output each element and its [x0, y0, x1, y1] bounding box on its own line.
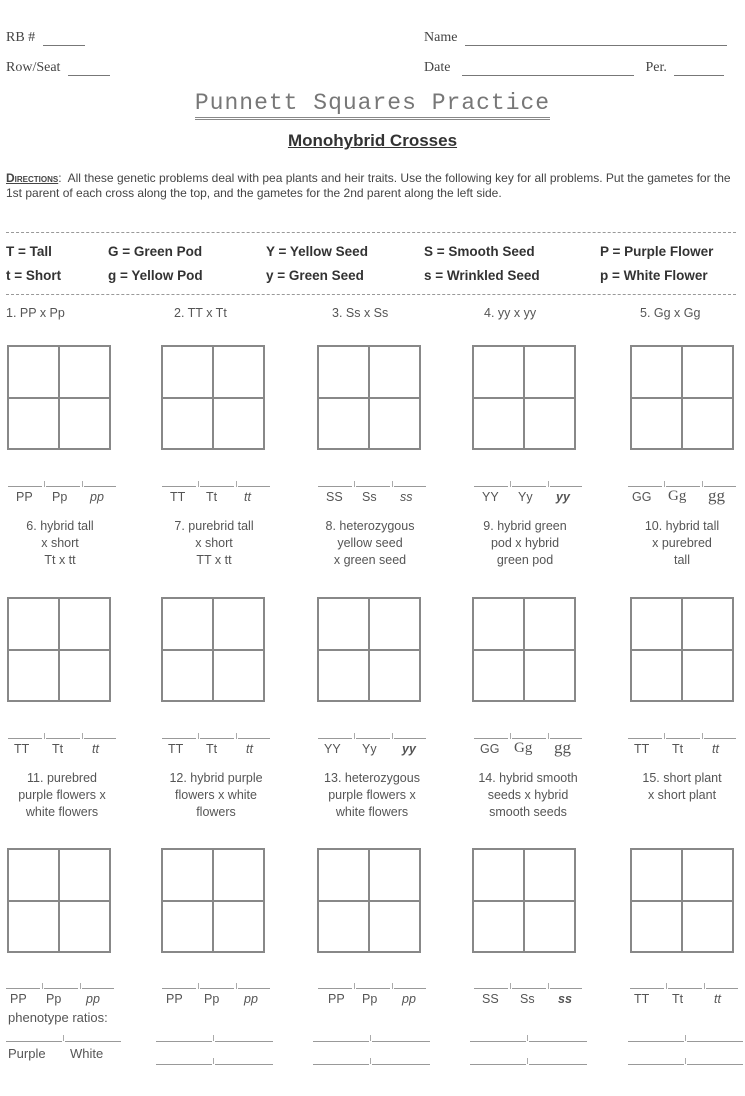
- problem-7-label: 7. purebrid tall x short TT x tt: [174, 519, 254, 567]
- row-seat-blank[interactable]: [68, 61, 110, 76]
- date-label: Date: [424, 60, 451, 75]
- key-yellow-pod: g = Yellow Pod: [108, 268, 203, 283]
- phenotype-blank-11-left[interactable]: [6, 1041, 62, 1042]
- per-label: Per.: [645, 60, 667, 75]
- page-title: Punnett Squares Practice: [0, 90, 745, 116]
- phenotype-blank-14a-right[interactable]: [529, 1041, 587, 1042]
- genotype-ratio-3[interactable]: SS Ss ss: [318, 478, 426, 508]
- phenotype-blank-15a-left[interactable]: [628, 1041, 684, 1042]
- name-label: Name: [424, 30, 458, 45]
- directions: Directions: All these genetic problems deal with pea plants and heir traits. Use the following key for all problems. Put the gametes for the 1st parent of each cross along the top, and the gametes for the 2nd parent along the left side.: [6, 171, 731, 200]
- key-green-pod: G = Green Pod: [108, 244, 203, 259]
- key-purple-flower: P = Purple Flower: [600, 244, 714, 259]
- phenotype-tick: [63, 1035, 64, 1041]
- directions-heading: Directions: [6, 171, 59, 185]
- per-blank[interactable]: [674, 61, 724, 76]
- punnett-square-2[interactable]: [161, 345, 265, 450]
- genotype-ratio-11[interactable]: PP Pp pp: [6, 980, 114, 1010]
- punnett-square-4[interactable]: [472, 345, 576, 450]
- phenotype-ratios-label: phenotype ratios:: [8, 1010, 108, 1025]
- phenotype-blank-12a-right[interactable]: [215, 1041, 273, 1042]
- phenotype-blank-11-right[interactable]: [65, 1041, 121, 1042]
- phenotype-blank-14a-left[interactable]: [470, 1041, 526, 1042]
- problem-15-label: 15. short plant x short plant: [642, 771, 722, 802]
- phenotype-tick: [370, 1035, 371, 1041]
- punnett-square-9[interactable]: [472, 597, 576, 702]
- phenotype-tick: [685, 1035, 686, 1041]
- punnett-square-14[interactable]: [472, 848, 576, 953]
- problem-11-label: 11. purebred purple flowers x white flowers: [18, 771, 106, 819]
- genotype-ratio-2[interactable]: TT Tt tt: [162, 478, 270, 508]
- punnett-square-1[interactable]: [7, 345, 111, 450]
- problem-10-label: 10. hybrid tall x purebred tall: [644, 519, 720, 567]
- punnett-square-8[interactable]: [317, 597, 421, 702]
- genotype-ratio-6[interactable]: TT Tt tt: [8, 730, 116, 760]
- genotype-ratio-9[interactable]: GG Gg gg: [474, 730, 582, 760]
- phenotype-purple-label: Purple: [8, 1046, 46, 1061]
- name-field: [424, 30, 727, 46]
- punnett-square-10[interactable]: [630, 597, 734, 702]
- phenotype-blank-12a-left[interactable]: [156, 1041, 212, 1042]
- problem-5-label: 5. Gg x Gg: [640, 306, 701, 320]
- phenotype-blank-13b-right[interactable]: [372, 1064, 430, 1065]
- phenotype-white-label: White: [70, 1046, 104, 1061]
- row-seat-field: [6, 60, 110, 76]
- phenotype-tick: [370, 1058, 371, 1064]
- rb-label: RB #: [6, 30, 36, 45]
- punnett-square-11[interactable]: [7, 848, 111, 953]
- genotype-ratio-4[interactable]: YY Yy yy: [474, 478, 582, 508]
- date-blank[interactable]: [462, 61, 634, 76]
- punnett-square-15[interactable]: [630, 848, 734, 953]
- phenotype-blank-12b-left[interactable]: [156, 1064, 212, 1065]
- problem-6-label: 6. hybrid tall x short Tt x tt: [26, 519, 94, 567]
- key-green-seed: y = Green Seed: [266, 268, 364, 283]
- key-short: t = Short: [6, 268, 62, 283]
- punnett-square-5[interactable]: [630, 345, 734, 450]
- phenotype-blank-15a-right[interactable]: [687, 1041, 743, 1042]
- phenotype-tick: [527, 1058, 528, 1064]
- name-blank[interactable]: [465, 31, 727, 46]
- phenotype-blank-15b-right[interactable]: [687, 1064, 743, 1065]
- phenotype-blank-13a-right[interactable]: [372, 1041, 430, 1042]
- divider-top: [6, 232, 736, 233]
- phenotype-blank-13b-left[interactable]: [313, 1064, 369, 1065]
- punnett-square-6[interactable]: [7, 597, 111, 702]
- key-wrinkled-seed: s = Wrinkled Seed: [424, 268, 540, 283]
- key-white-flower: p = White Flower: [600, 268, 708, 283]
- phenotype-tick: [213, 1035, 214, 1041]
- phenotype-tick: [213, 1058, 214, 1064]
- genotype-ratio-14[interactable]: SS Ss ss: [474, 980, 582, 1010]
- rb-blank[interactable]: [43, 31, 85, 46]
- genotype-ratio-8[interactable]: YY Yy yy: [318, 730, 426, 760]
- key-smooth-seed: S = Smooth Seed: [424, 244, 535, 259]
- punnett-square-13[interactable]: [317, 848, 421, 953]
- problem-2-label: 2. TT x Tt: [174, 306, 227, 320]
- problem-9-label: 9. hybrid green pod x hybrid green pod: [483, 519, 567, 567]
- key-tall: T = Tall: [6, 244, 52, 259]
- genotype-ratio-7[interactable]: TT Tt tt: [162, 730, 270, 760]
- genotype-ratio-12[interactable]: PP Pp pp: [162, 980, 270, 1010]
- problem-12-label: 12. hybrid purple flowers x white flowers: [169, 771, 263, 819]
- genotype-ratio-1[interactable]: PP Pp pp: [8, 478, 116, 508]
- problem-4-label: 4. yy x yy: [484, 306, 537, 320]
- phenotype-blank-15b-left[interactable]: [628, 1064, 684, 1065]
- punnett-square-7[interactable]: [161, 597, 265, 702]
- key-yellow-seed: Y = Yellow Seed: [266, 244, 368, 259]
- phenotype-tick: [527, 1035, 528, 1041]
- problem-8-label: 8. heterozygous yellow seed x green seed: [325, 519, 415, 567]
- problem-3-label: 3. Ss x Ss: [332, 306, 389, 320]
- phenotype-blank-14b-right[interactable]: [529, 1064, 587, 1065]
- rb-field: [6, 30, 85, 46]
- problem-13-label: 13. heterozygous purple flowers x white flowers: [324, 771, 420, 819]
- row-seat-label: Row/Seat: [6, 60, 61, 75]
- phenotype-blank-13a-left[interactable]: [313, 1041, 369, 1042]
- phenotype-blank-12b-right[interactable]: [215, 1064, 273, 1065]
- punnett-square-3[interactable]: [317, 345, 421, 450]
- phenotype-tick: [685, 1058, 686, 1064]
- problem-1-label: 1. PP x Pp: [6, 306, 65, 320]
- genotype-ratio-13[interactable]: PP Pp pp: [318, 980, 426, 1010]
- phenotype-blank-14b-left[interactable]: [470, 1064, 526, 1065]
- page-subtitle: Monohybrid Crosses: [287, 131, 458, 150]
- genotype-ratio-5[interactable]: GG Gg gg: [628, 478, 736, 508]
- problem-14-label: 14. hybrid smooth seeds x hybrid smooth seeds: [478, 771, 578, 819]
- punnett-square-12[interactable]: [161, 848, 265, 953]
- directions-text: All these genetic problems deal with pea plants and heir traits. Use the following key for all problems. Put the gametes for the 1st parent of each cross along the top, and the gametes for the 2nd parent along the left side.: [6, 171, 731, 200]
- divider-key: [6, 294, 736, 295]
- date-field: [424, 60, 724, 76]
- genotype-ratio-15[interactable]: TT Tt tt: [630, 980, 738, 1010]
- genotype-ratio-10[interactable]: TT Tt tt: [628, 730, 736, 760]
